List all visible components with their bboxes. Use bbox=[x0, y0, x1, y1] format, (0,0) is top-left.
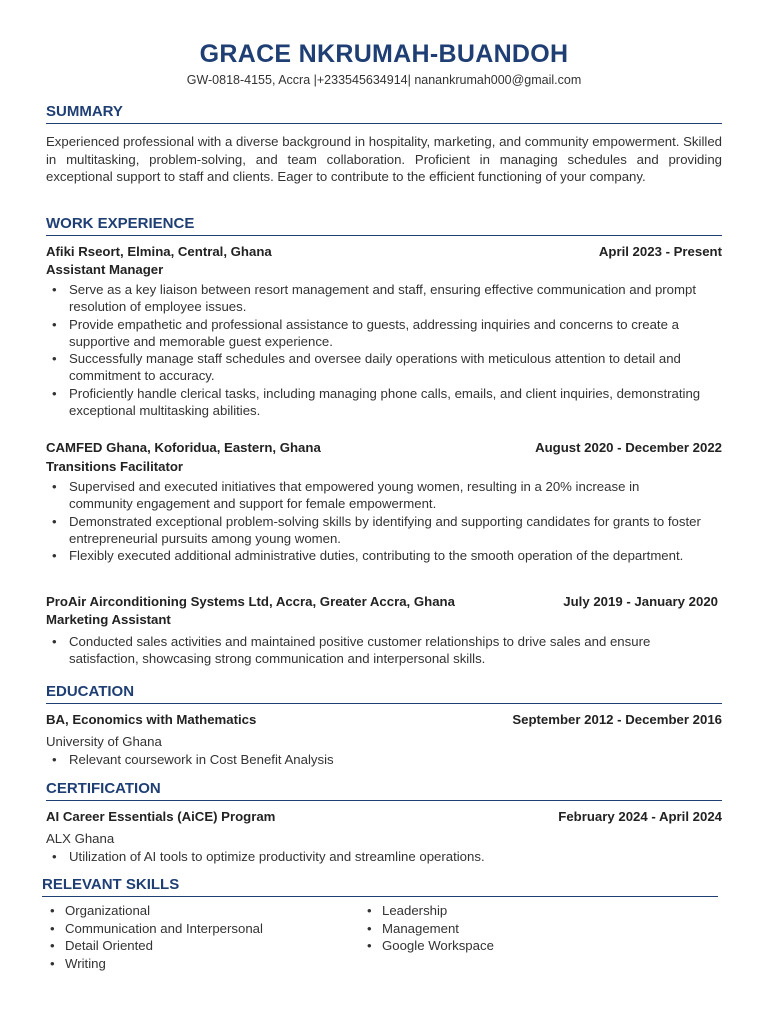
summary-text: Experienced professional with a diverse background in hospitality, marketing, and community empowerment. Skilled in multitasking, problem-solving, and team collaboration. Proficient in managing schedules and providing exceptional support to staff and clients. Eager to contribute to the efficient functioning of your company. bbox=[46, 134, 722, 184]
skill-item: • Leadership bbox=[363, 902, 494, 920]
degree: BA, Economics with Mathematics bbox=[46, 712, 257, 727]
list-item: • Flexibly executed additional administrative duties, contributing to the smooth operation of the department. bbox=[46, 547, 706, 564]
job-bullets bbox=[46, 281, 706, 419]
contact-line: GW-0818-4155, Accra |+233545634914| nanankrumah000@gmail.com bbox=[186, 73, 582, 87]
skill-item: • Organizational bbox=[46, 902, 263, 920]
skill-item: • Google Workspace bbox=[363, 937, 494, 955]
summary-heading: SUMMARY bbox=[46, 103, 722, 124]
certification-issuer: ALX Ghana bbox=[46, 831, 115, 846]
skills-list-right bbox=[363, 902, 494, 955]
list-item: • Provide empathetic and professional assistance to guests, addressing inquiries and concerns to create a supportive and memorable guest experience. bbox=[46, 316, 706, 351]
job-employer: CAMFED Ghana, Koforidua, Eastern, Ghana bbox=[46, 440, 321, 455]
job-dates: August 2020 - December 2022 bbox=[535, 440, 722, 455]
job-role: Assistant Manager bbox=[46, 262, 164, 277]
list-item: • Supervised and executed initiatives that empowered young women, resulting in a 20% increase in community engagement and support for female empowerment. bbox=[46, 478, 706, 513]
job-bullets bbox=[46, 633, 706, 668]
education-bullets bbox=[46, 751, 706, 768]
job-employer: Afiki Rseort, Elmina, Central, Ghana bbox=[46, 244, 272, 259]
job-role: Transitions Facilitator bbox=[46, 459, 184, 474]
list-item: • Serve as a key liaison between resort management and staff, ensuring effective communication and prompt resolution of employee issues. bbox=[46, 281, 706, 316]
job-employer: ProAir Airconditioning Systems Ltd, Accra, Greater Accra, Ghana bbox=[46, 594, 455, 609]
certification-program: AI Career Essentials (AiCE) Program bbox=[46, 809, 276, 824]
job-dates: April 2023 - Present bbox=[598, 244, 722, 259]
list-item: • Demonstrated exceptional problem-solving skills by identifying and supporting candidates for grants to foster entrepreneurial pursuits among young women. bbox=[46, 513, 706, 548]
list-item: • Utilization of AI tools to optimize productivity and streamline operations. bbox=[46, 848, 706, 865]
skills-heading: RELEVANT SKILLS bbox=[42, 876, 718, 897]
job-dates: July 2019 - January 2020 bbox=[563, 594, 718, 609]
skills-list-left bbox=[46, 902, 263, 972]
school-name: University of Ghana bbox=[46, 734, 162, 749]
education-dates: September 2012 - December 2016 bbox=[512, 712, 722, 727]
certification-bullets bbox=[46, 848, 706, 865]
job-role: Marketing Assistant bbox=[46, 612, 171, 627]
skill-item: • Detail Oriented bbox=[46, 937, 263, 955]
job-bullets bbox=[46, 478, 706, 564]
list-item: • Successfully manage staff schedules and oversee daily operations with meticulous attention to detail and commitment to accuracy. bbox=[46, 350, 706, 385]
work-experience-heading: WORK EXPERIENCE bbox=[46, 215, 722, 236]
list-item: • Proficiently handle clerical tasks, including managing phone calls, emails, and client inquiries, demonstrating exceptional multitasking abilities. bbox=[46, 385, 706, 420]
education-heading: EDUCATION bbox=[46, 683, 722, 704]
candidate-name: GRACE NKRUMAH-BUANDOH bbox=[199, 40, 569, 68]
certification-heading: CERTIFICATION bbox=[46, 780, 722, 801]
certification-dates: February 2024 - April 2024 bbox=[558, 809, 722, 824]
skill-item: • Management bbox=[363, 920, 494, 938]
list-item: • Relevant coursework in Cost Benefit Analysis bbox=[46, 751, 706, 768]
skill-item: • Writing bbox=[46, 955, 263, 973]
list-item: • Conducted sales activities and maintained positive customer relationships to drive sales and ensure satisfaction, showcasing strong communication and interpersonal skills. bbox=[46, 633, 706, 668]
skill-item: • Communication and Interpersonal bbox=[46, 920, 263, 938]
